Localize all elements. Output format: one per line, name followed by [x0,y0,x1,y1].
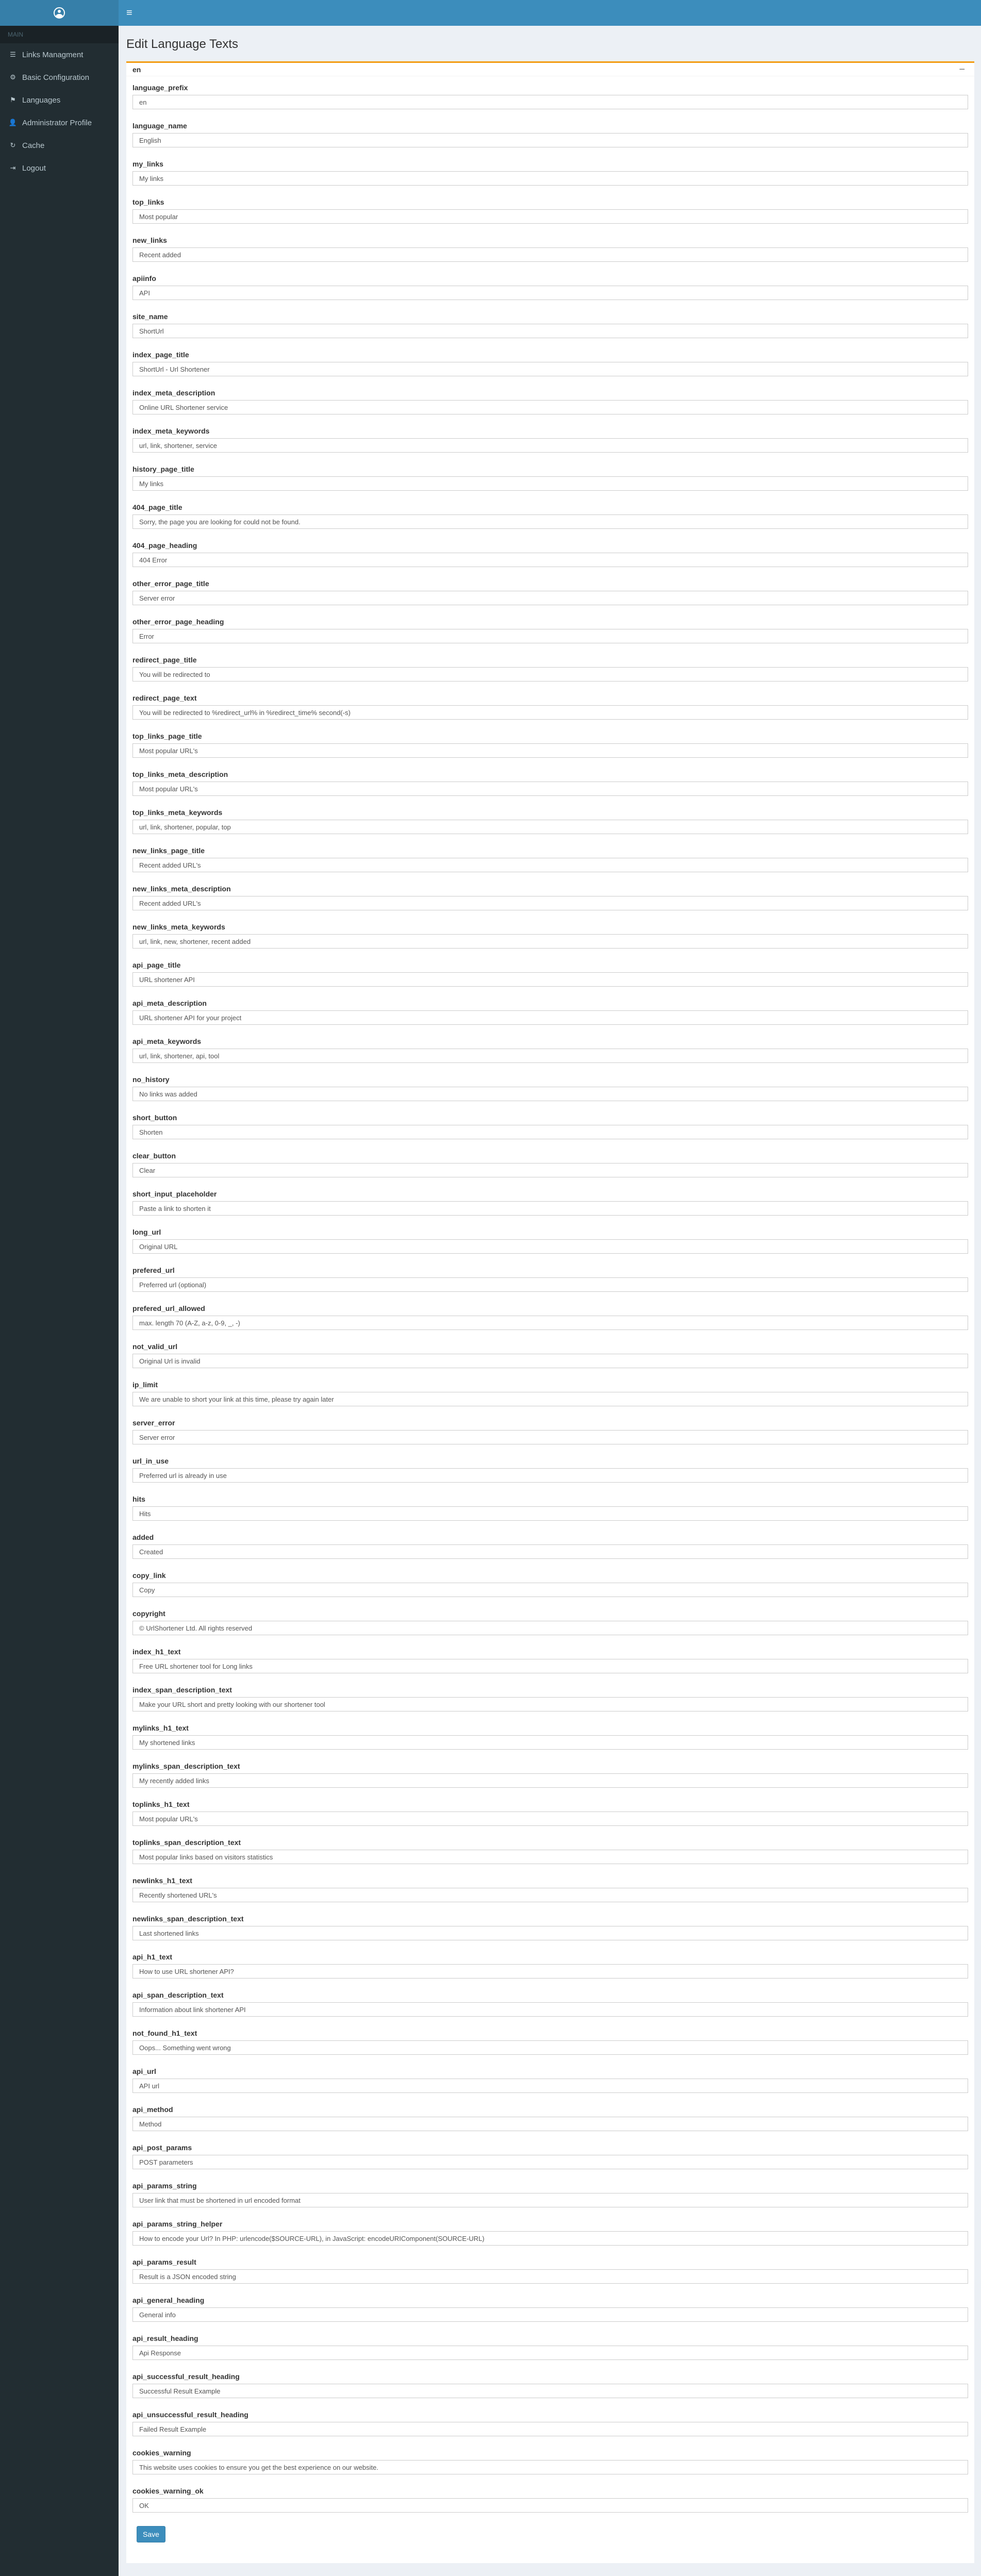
form-group-index-span-description-text [132,1685,968,1723]
field-input-api-method[interactable] [132,2117,968,2131]
sidebar-item-cache[interactable] [0,134,119,157]
form-group-cookies-warning-ok [132,2486,968,2524]
field-input-history-page-title[interactable] [132,476,968,491]
field-input-long-url[interactable] [132,1239,968,1254]
field-input-other-error-page-heading[interactable] [132,629,968,643]
field-label: api_meta_description [132,999,207,1007]
field-label: new_links_meta_keywords [132,923,225,931]
field-label: prefered_url_allowed [132,1304,205,1312]
field-input-api-params-string-helper[interactable] [132,2231,968,2246]
field-label: new_links [132,236,167,244]
form-group-copy-link [132,1570,968,1608]
form-group-newlinks-span-description-text [132,1914,968,1952]
field-label: redirect_page_text [132,694,197,702]
field-label: new_links_page_title [132,846,205,855]
field-label: index_meta_keywords [132,427,210,435]
main-content [119,26,981,2563]
field-label: api_successful_result_heading [132,2372,240,2381]
sidebar-user-panel [0,0,119,26]
form-fields [126,76,974,2524]
form-group-top-links-meta-keywords [132,807,968,845]
box-title: en [132,65,141,74]
form-group-added [132,1532,968,1570]
field-label: api_params_string_helper [132,2220,223,2228]
refresh-icon: ↻ [10,141,16,149]
field-input-toplinks-span-description-text[interactable] [132,1850,968,1864]
field-label: api_url [132,2067,156,2075]
field-label: apiinfo [132,274,156,282]
form-group-404-page-heading [132,540,968,578]
sidebar-item-label: Languages [22,95,61,105]
form-group-api-params-result [132,2257,968,2295]
field-label: mylinks_h1_text [132,1724,189,1732]
field-input-mylinks-h1-text[interactable] [132,1735,968,1750]
field-label: api_method [132,2105,173,2114]
field-label: index_span_description_text [132,1686,232,1694]
form-group-ip-limit [132,1380,968,1418]
sidebar-item-logout[interactable] [0,157,119,179]
form-group-short-input-placeholder [132,1189,968,1227]
field-input-api-h1-text[interactable] [132,1964,968,1979]
sidebar-item-label: Administrator Profile [22,118,92,127]
field-input-my-links[interactable] [132,171,968,186]
flag-icon: ⚑ [10,96,16,104]
field-input-api-meta-description[interactable] [132,1010,968,1025]
language-box [126,61,974,2563]
sidebar-item-label: Cache [22,141,45,150]
field-input-api-unsuccessful-result-heading[interactable] [132,2422,968,2436]
form-group-api-meta-description [132,998,968,1036]
field-input-top-links-meta-description[interactable] [132,782,968,796]
field-label: clear_button [132,1152,176,1160]
form-group-api-params-string [132,2181,968,2219]
field-input-index-page-title[interactable] [132,362,968,376]
field-input-index-meta-keywords[interactable] [132,438,968,453]
field-input-api-successful-result-heading[interactable] [132,2384,968,2398]
sidebar [0,0,119,2576]
field-input-cookies-warning[interactable] [132,2460,968,2474]
form-group-short-button [132,1112,968,1151]
sidebar-item-administrator-profile[interactable] [0,111,119,134]
field-label: api_page_title [132,961,181,969]
form-group-other-error-page-title [132,578,968,617]
form-group-cookies-warning [132,2448,968,2486]
field-input-short-button[interactable] [132,1125,968,1139]
field-input-index-span-description-text[interactable] [132,1697,968,1711]
form-group-other-error-page-heading [132,617,968,655]
field-input-404-page-title[interactable] [132,514,968,529]
field-label: hits [132,1495,145,1503]
field-label: server_error [132,1419,175,1427]
sidebar-item-label: Basic Configuration [22,73,90,82]
field-input-clear-button[interactable] [132,1163,968,1177]
field-input-ip-limit[interactable] [132,1392,968,1406]
field-input-added[interactable] [132,1544,968,1559]
field-input-api-page-title[interactable] [132,972,968,987]
field-input-top-links-page-title[interactable] [132,743,968,758]
sidebar-item-label: Logout [22,163,46,173]
form-group-api-params-string-helper [132,2219,968,2257]
form-group-no-history [132,1074,968,1112]
logout-icon: ⇥ [10,164,16,172]
field-label: index_h1_text [132,1648,181,1656]
form-group-new-links-meta-description [132,884,968,922]
field-label: api_h1_text [132,1953,173,1961]
field-label: top_links [132,198,164,206]
field-label: redirect_page_title [132,656,197,664]
form-group-index-h1-text [132,1647,968,1685]
form-group-index-meta-keywords [132,426,968,464]
field-label: not_found_h1_text [132,2029,197,2037]
form-group-new-links-page-title [132,845,968,884]
list-icon: ☰ [10,51,16,58]
field-label: 404_page_heading [132,541,197,550]
form-group-api-method [132,2104,968,2142]
field-label: newlinks_span_description_text [132,1915,244,1923]
form-group-newlinks-h1-text [132,1875,968,1914]
top-navbar [119,0,981,26]
form-group-api-h1-text [132,1952,968,1990]
form-group-top-links-meta-description [132,769,968,807]
form-group-long-url [132,1227,968,1265]
field-input-other-error-page-title[interactable] [132,591,968,605]
form-group-redirect-page-text [132,693,968,731]
field-input-apiinfo[interactable] [132,286,968,300]
save-button[interactable]: Save [137,2526,165,2542]
field-input-hits[interactable] [132,1506,968,1521]
field-input-cookies-warning-ok[interactable] [132,2498,968,2513]
field-input-site-name[interactable] [132,324,968,338]
form-group-not-found-h1-text [132,2028,968,2066]
field-input-new-links-page-title[interactable] [132,858,968,872]
field-input-redirect-page-text[interactable] [132,705,968,720]
field-input-not-found-h1-text[interactable] [132,2040,968,2055]
form-group-copyright [132,1608,968,1647]
user-avatar-icon[interactable] [54,7,65,19]
field-label: history_page_title [132,465,194,473]
form-group-new-links [132,235,968,273]
form-group-mylinks-h1-text [132,1723,968,1761]
field-input-new-links-meta-keywords[interactable] [132,934,968,949]
form-group-my-links [132,159,968,197]
field-label: no_history [132,1075,170,1084]
field-input-api-url[interactable] [132,2079,968,2093]
field-label: not_valid_url [132,1342,178,1351]
field-label: copy_link [132,1571,166,1580]
field-label: index_meta_description [132,389,215,397]
field-input-not-valid-url[interactable] [132,1354,968,1368]
form-group-apiinfo [132,273,968,311]
field-label: long_url [132,1228,161,1236]
field-label: mylinks_span_description_text [132,1762,240,1770]
field-input-server-error[interactable] [132,1430,968,1444]
field-input-newlinks-h1-text[interactable] [132,1888,968,1902]
field-input-copyright[interactable] [132,1621,968,1635]
sidebar-item-links-managment[interactable] [0,43,119,66]
form-group-404-page-title [132,502,968,540]
field-label: added [132,1533,154,1541]
form-group-api-page-title [132,960,968,998]
form-group-not-valid-url [132,1341,968,1380]
field-input-mylinks-span-description-text[interactable] [132,1773,968,1788]
collapse-icon[interactable]: − [959,63,965,75]
field-label: prefered_url [132,1266,175,1274]
field-label: short_button [132,1114,177,1122]
field-label: api_post_params [132,2143,192,2152]
field-label: copyright [132,1609,165,1618]
field-input-prefered-url[interactable] [132,1277,968,1292]
field-label: api_params_result [132,2258,196,2266]
sidebar-item-label: Links Managment [22,50,84,59]
field-label: top_links_meta_keywords [132,808,223,817]
hamburger-icon[interactable]: ≡ [126,7,132,19]
field-input-prefered-url-allowed[interactable] [132,1316,968,1330]
field-label: api_unsuccessful_result_heading [132,2411,248,2419]
field-label: my_links [132,160,163,168]
form-group-toplinks-h1-text [132,1799,968,1837]
field-input-api-params-result[interactable] [132,2269,968,2284]
field-label: api_general_heading [132,2296,205,2304]
field-label: cookies_warning_ok [132,2487,204,2495]
form-group-index-page-title [132,350,968,388]
form-group-redirect-page-title [132,655,968,693]
form-group-top-links [132,197,968,235]
field-label: language_prefix [132,84,188,92]
field-label: 404_page_title [132,503,182,511]
field-input-404-page-heading[interactable] [132,553,968,567]
field-input-index-h1-text[interactable] [132,1659,968,1673]
form-group-hits [132,1494,968,1532]
form-group-language-name [132,121,968,159]
sidebar-header: MAIN [0,26,119,43]
box-header [126,63,974,76]
form-group-server-error [132,1418,968,1456]
gear-icon: ⚙ [10,73,16,81]
field-label: ip_limit [132,1381,158,1389]
form-group-api-result-heading [132,2333,968,2371]
user-icon: 👤 [8,119,18,126]
field-input-copy-link[interactable] [132,1583,968,1597]
page-title: Edit Language Texts [126,37,239,51]
field-label: newlinks_h1_text [132,1876,192,1885]
field-input-language-prefix[interactable] [132,95,968,109]
field-label: api_result_heading [132,2334,198,2342]
field-input-url-in-use[interactable] [132,1468,968,1483]
field-input-redirect-page-title[interactable] [132,667,968,682]
field-label: url_in_use [132,1457,169,1465]
field-label: other_error_page_title [132,579,209,588]
field-label: toplinks_h1_text [132,1800,190,1808]
form-group-new-links-meta-keywords [132,922,968,960]
field-input-api-meta-keywords[interactable] [132,1049,968,1063]
form-group-api-span-description-text [132,1990,968,2028]
field-label: other_error_page_heading [132,618,224,626]
sidebar-item-languages[interactable] [0,89,119,111]
form-group-language-prefix [132,82,968,121]
field-label: site_name [132,312,168,321]
field-input-new-links[interactable] [132,247,968,262]
field-label: language_name [132,122,187,130]
field-input-api-params-string[interactable] [132,2193,968,2207]
form-group-api-meta-keywords [132,1036,968,1074]
field-label: api_params_string [132,2182,197,2190]
field-label: index_page_title [132,351,189,359]
field-label: api_meta_keywords [132,1037,202,1045]
field-input-top-links[interactable] [132,209,968,224]
form-group-toplinks-span-description-text [132,1837,968,1875]
form-group-mylinks-span-description-text [132,1761,968,1799]
field-input-new-links-meta-description[interactable] [132,896,968,910]
field-input-top-links-meta-keywords[interactable] [132,820,968,834]
field-input-newlinks-span-description-text[interactable] [132,1926,968,1940]
field-input-short-input-placeholder[interactable] [132,1201,968,1216]
field-label: short_input_placeholder [132,1190,217,1198]
form-group-api-general-heading [132,2295,968,2333]
field-input-api-general-heading[interactable] [132,2307,968,2322]
form-group-site-name [132,311,968,350]
field-input-language-name[interactable] [132,133,968,147]
form-group-prefered-url [132,1265,968,1303]
field-input-api-span-description-text[interactable] [132,2002,968,2017]
field-label: api_span_description_text [132,1991,224,1999]
form-group-index-meta-description [132,388,968,426]
field-input-api-post-params[interactable] [132,2155,968,2169]
form-group-api-url [132,2066,968,2104]
field-input-api-result-heading[interactable] [132,2346,968,2360]
form-group-history-page-title [132,464,968,502]
field-label: new_links_meta_description [132,885,231,893]
form-group-url-in-use [132,1456,968,1494]
form-group-prefered-url-allowed [132,1303,968,1341]
form-group-api-post-params [132,2142,968,2181]
field-input-toplinks-h1-text[interactable] [132,1811,968,1826]
field-input-no-history[interactable] [132,1087,968,1101]
field-label: top_links_page_title [132,732,202,740]
field-input-index-meta-description[interactable] [132,400,968,414]
field-label: cookies_warning [132,2449,191,2457]
sidebar-item-basic-configuration[interactable] [0,66,119,89]
form-group-top-links-page-title [132,731,968,769]
form-group-api-successful-result-heading [132,2371,968,2409]
form-group-api-unsuccessful-result-heading [132,2409,968,2448]
field-label: toplinks_span_description_text [132,1838,241,1847]
form-group-clear-button [132,1151,968,1189]
field-label: top_links_meta_description [132,770,228,778]
